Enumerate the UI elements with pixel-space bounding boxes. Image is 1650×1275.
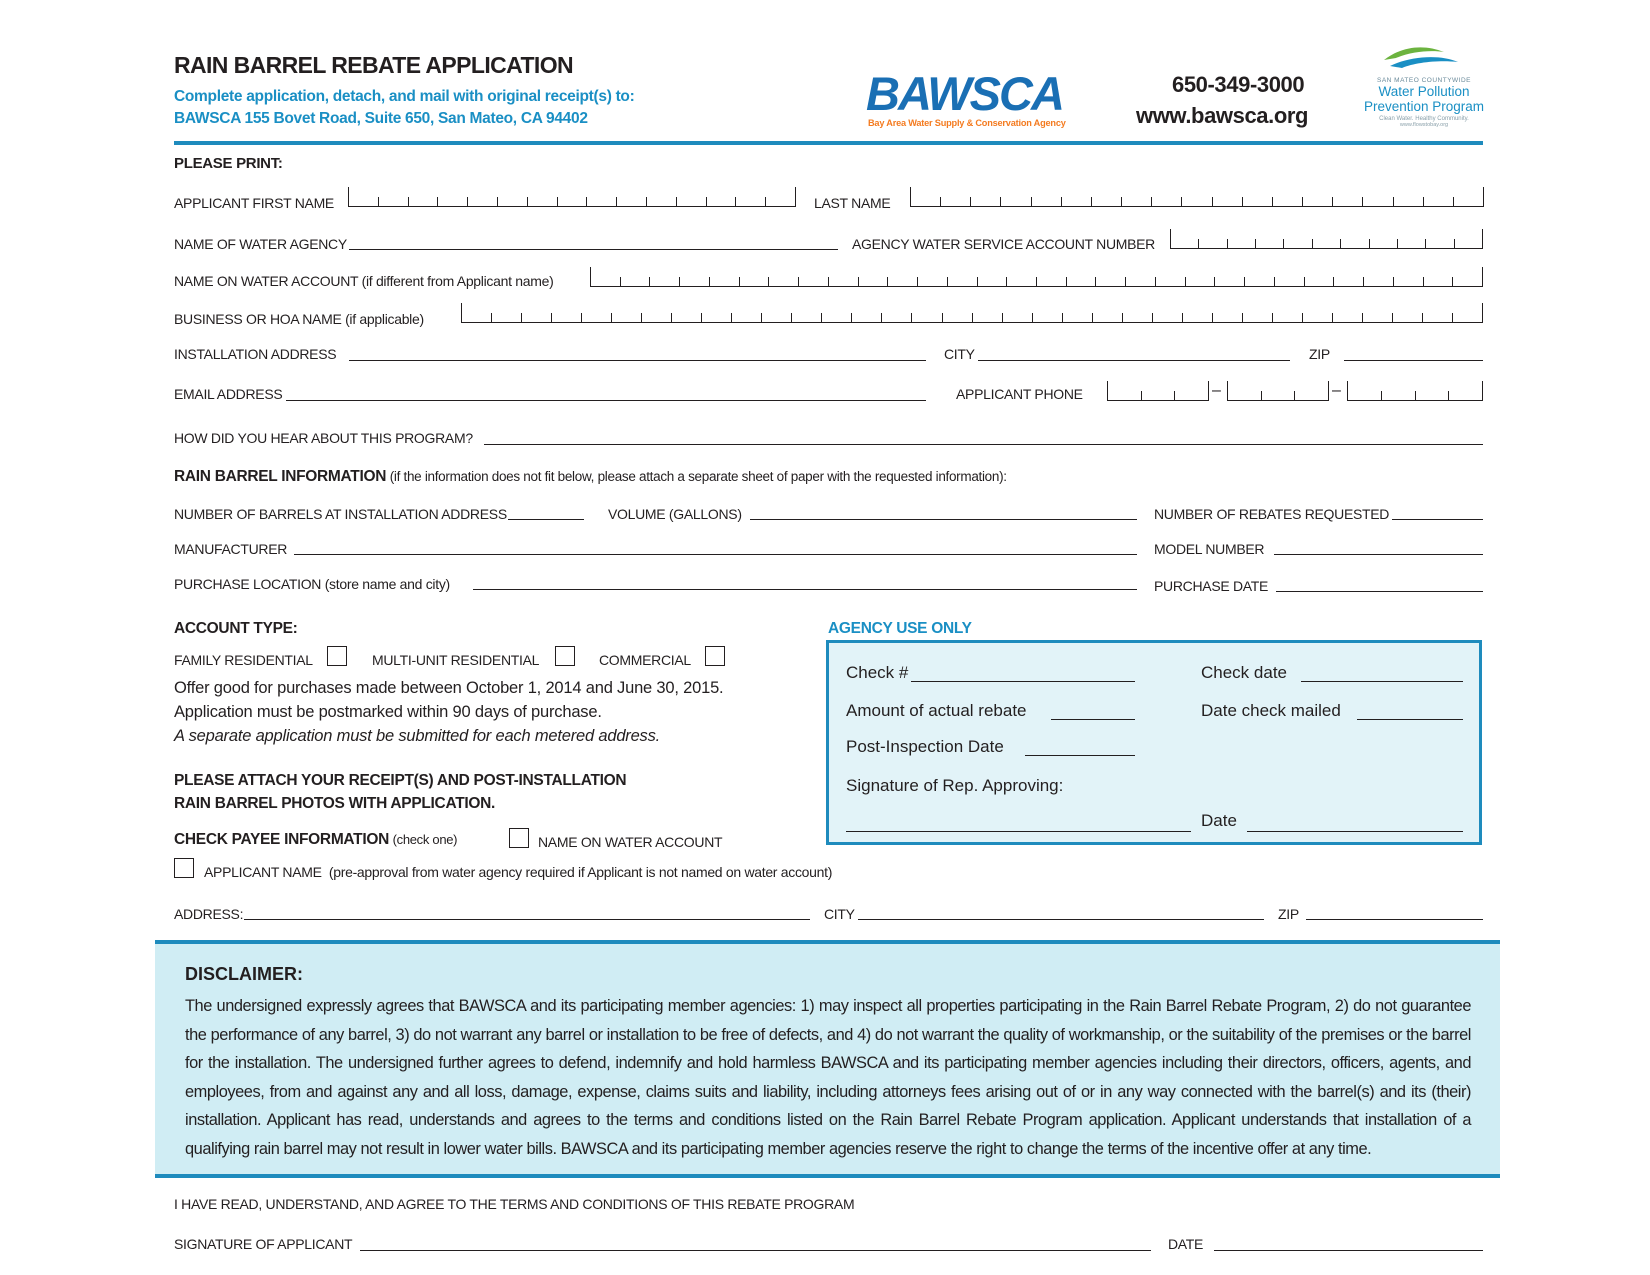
business-name-field[interactable]: [461, 302, 1483, 323]
name-on-account-field[interactable]: [590, 266, 1483, 287]
phone-line-field[interactable]: [1347, 380, 1483, 401]
attach-receipts-line1: PLEASE ATTACH YOUR RECEIPT(S) AND POST-INSTALLATION: [174, 772, 627, 789]
barrel-section-heading: [174, 468, 1007, 486]
check-number-label: Check #: [846, 663, 909, 682]
email-field[interactable]: [286, 400, 926, 401]
multi-unit-checkbox[interactable]: [555, 646, 575, 666]
name-on-account-label: NAME ON WATER ACCOUNT (if different from Applicant name): [174, 273, 554, 289]
applicant-name-note: (pre-approval from water agency required if Applicant is not named on water account): [328, 864, 833, 880]
phone-dash: –: [1212, 382, 1221, 399]
wave-icon: [1362, 40, 1486, 72]
install-address-label: INSTALLATION ADDRESS: [174, 346, 337, 362]
disclaimer-panel: [155, 940, 1500, 1178]
rep-date-label: Date: [1201, 811, 1237, 830]
applicant-date-field[interactable]: [1214, 1250, 1483, 1251]
mail-instruction: Complete application, detach, and mail with original receipt(s) to:: [174, 88, 635, 105]
section-please-print: PLEASE PRINT:: [174, 155, 283, 172]
hear-about-label: HOW DID YOU HEAR ABOUT THIS PROGRAM?: [174, 430, 473, 446]
post-inspection-label: Post-Inspection Date: [846, 737, 1004, 756]
account-number-label: AGENCY WATER SERVICE ACCOUNT NUMBER: [852, 236, 1155, 252]
install-city-field[interactable]: [978, 360, 1290, 361]
separate-app-note: A separate application must be submitted for each metered address.: [174, 727, 661, 745]
first-name-field[interactable]: [348, 186, 796, 207]
payee-city-label: CITY: [824, 906, 855, 922]
check-date-label: Check date: [1201, 663, 1287, 682]
commercial-checkbox[interactable]: [705, 646, 725, 666]
manufacturer-field[interactable]: [294, 554, 1137, 555]
num-rebates-label: NUMBER OF REBATES REQUESTED: [1154, 506, 1390, 522]
volume-label: VOLUME (GALLONS): [608, 506, 742, 522]
check-payee-title: CHECK PAYEE INFORMATION: [174, 831, 389, 848]
wppp-logo: SAN MATEO COUNTYWIDE Water Pollution Prevention Program Clean Water. Healthy Community. www.flowstobay.org: [1362, 40, 1486, 140]
applicant-name-label: APPLICANT NAME: [204, 864, 322, 880]
applicant-date-label: DATE: [1168, 1236, 1204, 1252]
rebate-amount-field[interactable]: [1051, 719, 1135, 720]
install-zip-field[interactable]: [1344, 360, 1483, 361]
family-residential-label: FAMILY RESIDENTIAL: [174, 652, 313, 668]
manufacturer-label: MANUFACTURER: [174, 541, 288, 557]
rep-date-field[interactable]: [1247, 831, 1463, 832]
purchase-location-field[interactable]: [473, 589, 1137, 590]
disclaimer-title: DISCLAIMER:: [185, 964, 303, 984]
first-name-label: APPLICANT FIRST NAME: [174, 195, 334, 211]
name-on-account-checkbox[interactable]: [509, 828, 529, 848]
hear-about-field[interactable]: [484, 444, 1483, 445]
check-one-note: (check one): [392, 832, 458, 847]
check-number-field[interactable]: [911, 681, 1135, 682]
account-type-title: ACCOUNT TYPE:: [174, 620, 298, 637]
applicant-signature-field[interactable]: [360, 1250, 1151, 1251]
phone-number: 650-349-3000: [1172, 72, 1305, 97]
date-mailed-label: Date check mailed: [1201, 701, 1341, 720]
model-number-label: MODEL NUMBER: [1154, 541, 1265, 557]
last-name-label: LAST NAME: [814, 195, 891, 211]
account-number-field[interactable]: [1170, 228, 1483, 249]
payee-zip-field[interactable]: [1306, 919, 1483, 920]
payee-address-label: ADDRESS:: [174, 906, 244, 922]
water-agency-label: NAME OF WATER AGENCY: [174, 236, 347, 252]
install-city-label: CITY: [944, 346, 975, 362]
postmark-note: Application must be postmarked within 90 days of purchase.: [174, 703, 602, 721]
payee-zip-label: ZIP: [1278, 906, 1299, 922]
rep-signature-field[interactable]: [846, 831, 1191, 832]
water-agency-field[interactable]: [349, 249, 838, 250]
rebate-amount-label: Amount of actual rebate: [846, 701, 1027, 720]
num-rebates-field[interactable]: [1392, 519, 1483, 520]
agree-statement: I HAVE READ, UNDERSTAND, AND AGREE TO THE TERMS AND CONDITIONS OF THIS REBATE PROGRAM: [174, 1196, 855, 1212]
page-title: RAIN BARREL REBATE APPLICATION: [174, 52, 573, 78]
email-label: EMAIL ADDRESS: [174, 386, 283, 402]
purchase-location-label: PURCHASE LOCATION (store name and city): [174, 576, 450, 592]
family-residential-checkbox[interactable]: [327, 646, 347, 666]
install-address-field[interactable]: [349, 360, 926, 361]
website: www.bawsca.org: [1136, 103, 1309, 128]
check-payee-heading: [174, 831, 457, 849]
num-barrels-field[interactable]: [508, 519, 584, 520]
date-mailed-field[interactable]: [1357, 719, 1463, 720]
attach-receipts-line2: RAIN BARREL PHOTOS WITH APPLICATION.: [174, 795, 496, 812]
offer-dates: Offer good for purchases made between October 1, 2014 and June 30, 2015.: [174, 679, 724, 697]
rep-signature-label: Signature of Rep. Approving:: [846, 776, 1064, 795]
phone-dash: –: [1332, 382, 1341, 399]
barrel-section-title: RAIN BARREL INFORMATION: [174, 468, 387, 485]
bawsca-logo: BAWSCA Bay Area Water Supply & Conservation Agency: [866, 67, 1066, 128]
model-number-field[interactable]: [1274, 554, 1483, 555]
payee-city-field[interactable]: [858, 919, 1264, 920]
applicant-name-checkbox[interactable]: [174, 858, 194, 878]
header-rule: [174, 141, 1483, 145]
volume-field[interactable]: [750, 519, 1137, 520]
multi-unit-label: MULTI-UNIT RESIDENTIAL: [372, 652, 540, 668]
phone-prefix-field[interactable]: [1227, 380, 1329, 401]
agency-use-box: [826, 640, 1482, 845]
disclaimer-text: The undersigned expressly agrees that BAWSCA and its participating member agencies: 1) may inspect all properties participating in the Rain Barrel Rebate Program, 2) do not guarantee the performance of any barrel, 3) do not warrant any barrel or installation to be free of defects, and 4) do not warrant the quality of workmanship, or the suitability of the premises or the barrel for the installation. The undersigned further agrees to defend, indemnify and hold harmless BAWSCA and its participating member agencies including their directors, officers, agents, and employees, from and against any and all loss, damage, expense, claims suits and liability, including attorneys fees arising out of or in any way connected with the barrel(s) and its (their) installation. Applicant has read, understands and agrees to the terms and conditions listed on the Rain Barrel Rebate Program application. Applicant understands that installation of a qualifying rain barrel may not result in lower water bills. BAWSCA and its participating member agencies reserve the right to change the terms of the incentive offer at any time.: [185, 997, 1471, 1158]
last-name-field[interactable]: [910, 186, 1484, 207]
payee-address-field[interactable]: [244, 919, 810, 920]
phone-area-code-field[interactable]: [1107, 380, 1209, 401]
check-date-field[interactable]: [1301, 681, 1463, 682]
business-name-label: BUSINESS OR HOA NAME (if applicable): [174, 311, 424, 327]
purchase-date-label: PURCHASE DATE: [1154, 578, 1269, 594]
name-on-account-option: NAME ON WATER ACCOUNT: [538, 834, 723, 850]
phone-label: APPLICANT PHONE: [956, 386, 1083, 402]
applicant-signature-label: SIGNATURE OF APPLICANT: [174, 1236, 353, 1252]
barrel-section-note: (if the information does not fit below, please attach a separate sheet of paper with the requested information):: [389, 469, 1007, 484]
purchase-date-field[interactable]: [1276, 591, 1483, 592]
install-zip-label: ZIP: [1309, 346, 1330, 362]
applicant-name-option: [204, 864, 832, 880]
mail-address: BAWSCA 155 Bovet Road, Suite 650, San Mateo, CA 94402: [174, 110, 588, 127]
num-barrels-label: NUMBER OF BARRELS AT INSTALLATION ADDRESS: [174, 506, 507, 522]
post-inspection-field[interactable]: [1025, 755, 1135, 756]
agency-use-title: AGENCY USE ONLY: [828, 620, 972, 637]
commercial-label: COMMERCIAL: [599, 652, 691, 668]
